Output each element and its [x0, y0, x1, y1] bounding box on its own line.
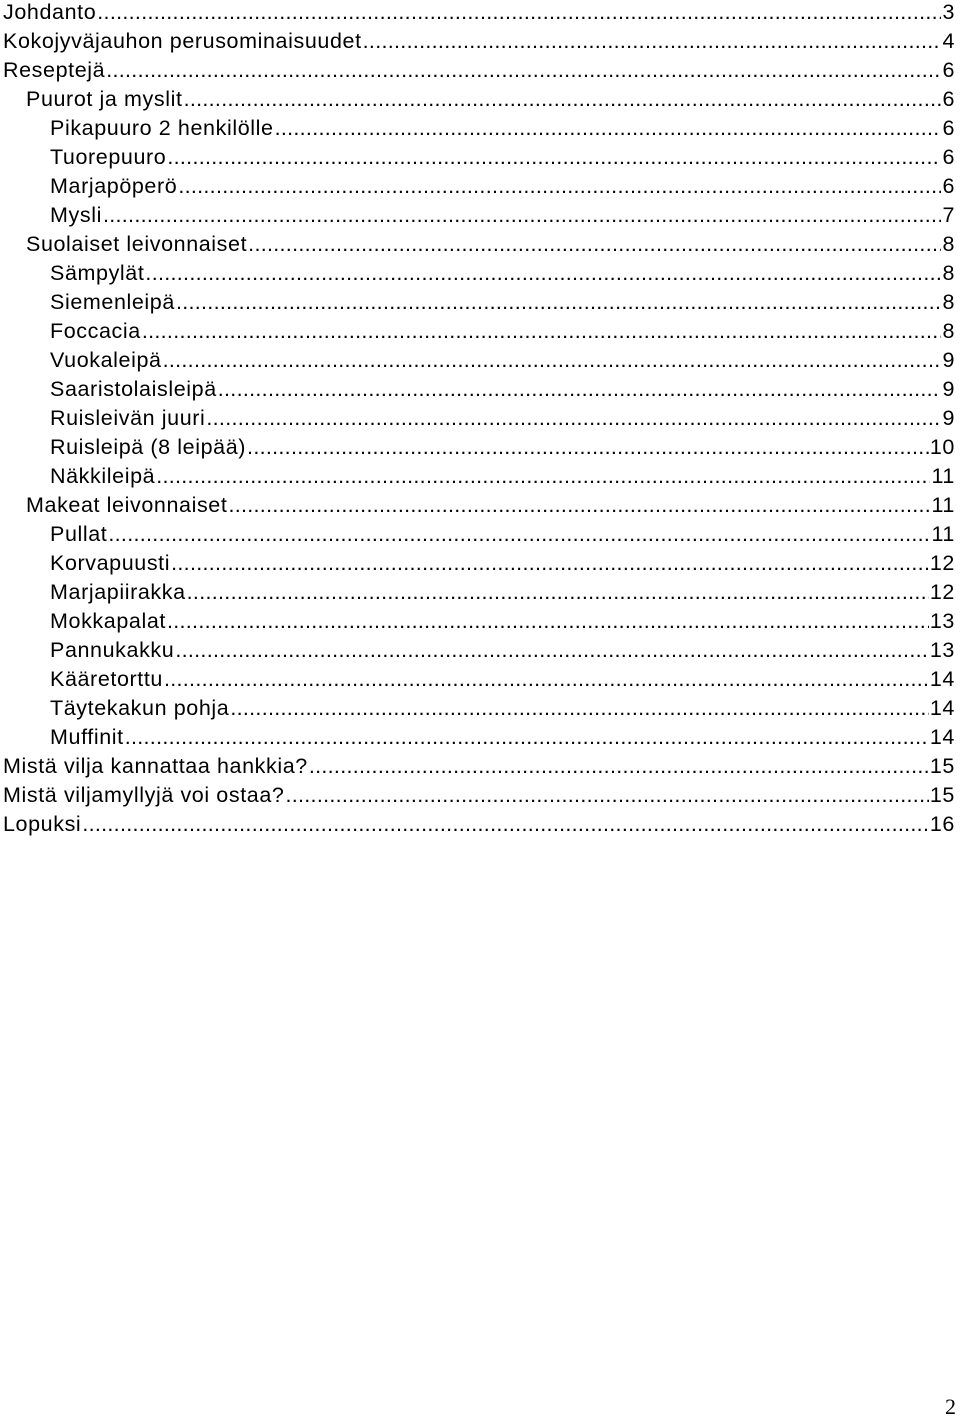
toc-entry-page: 15	[929, 754, 955, 778]
toc-entry[interactable]	[3, 116, 955, 145]
toc-entry[interactable]	[3, 725, 955, 754]
toc-entry-title: Suolaiset leivonnaiset	[26, 232, 248, 256]
toc-entry[interactable]	[3, 551, 955, 580]
toc-entry[interactable]	[3, 261, 955, 290]
toc-dot-leader	[175, 638, 929, 662]
toc-entry[interactable]	[3, 174, 955, 203]
toc-entry-title: Pannukakku	[50, 638, 175, 662]
toc-entry-page: 6	[942, 174, 955, 198]
toc-entry-page: 6	[942, 145, 955, 169]
toc-dot-leader	[248, 232, 941, 256]
toc-entry[interactable]	[3, 145, 955, 174]
toc-dot-leader	[171, 551, 929, 575]
toc-entry-title: Ruisleivän juuri	[50, 406, 206, 430]
toc-entry[interactable]	[3, 464, 955, 493]
toc-dot-leader	[108, 522, 930, 546]
toc-dot-leader	[285, 783, 928, 807]
toc-dot-leader	[309, 754, 929, 778]
toc-entry-title: Siemenleipä	[50, 290, 175, 314]
toc-dot-leader	[97, 0, 941, 24]
toc-entry[interactable]	[3, 522, 955, 551]
toc-entry[interactable]	[3, 377, 955, 406]
toc-dot-leader	[125, 725, 929, 749]
toc-entry-title: Johdanto	[3, 0, 97, 24]
toc-entry-title: Kääretorttu	[50, 667, 163, 691]
toc-entry-page: 11	[931, 493, 955, 517]
toc-entry-title: Saaristolaisleipä	[50, 377, 217, 401]
toc-entry-title: Ruisleipä (8 leipää)	[50, 435, 247, 459]
toc-entry-page: 14	[929, 725, 955, 749]
toc-entry-title: Foccacia	[50, 319, 141, 343]
toc-entry[interactable]	[3, 435, 955, 464]
toc-entry[interactable]	[3, 203, 955, 232]
toc-entry-title: Makeat leivonnaiset	[26, 493, 228, 517]
toc-entry-page: 9	[942, 406, 955, 430]
toc-entry-page: 10	[929, 435, 955, 459]
toc-dot-leader	[363, 29, 942, 53]
toc-dot-leader	[106, 58, 941, 82]
toc-entry-title: Tuorepuuro	[50, 145, 167, 169]
toc-entry-page: 9	[942, 348, 955, 372]
toc-entry-title: Lopuksi	[3, 812, 82, 836]
toc-entry-page: 12	[929, 551, 955, 575]
toc-entry[interactable]	[3, 609, 955, 638]
toc-entry[interactable]	[3, 232, 955, 261]
toc-entry[interactable]	[3, 580, 955, 609]
toc-dot-leader	[230, 696, 929, 720]
toc-dot-leader	[176, 290, 942, 314]
toc-entry-page: 16	[929, 812, 955, 836]
toc-dot-leader	[145, 261, 941, 285]
toc-entry[interactable]	[3, 406, 955, 435]
toc-dot-leader	[163, 348, 942, 372]
toc-entry-page: 7	[942, 203, 955, 227]
toc-entry-page: 8	[942, 232, 955, 256]
toc-dot-leader	[156, 464, 930, 488]
toc-entry[interactable]	[3, 29, 955, 58]
toc-entry-page: 6	[942, 58, 955, 82]
toc-dot-leader	[142, 319, 942, 343]
toc-entry-page: 11	[931, 464, 955, 488]
toc-entry-title: Korvapuusti	[50, 551, 171, 575]
toc-dot-leader	[275, 116, 942, 140]
toc-entry-page: 11	[931, 522, 955, 546]
toc-entry-page: 3	[942, 0, 955, 24]
toc-entry-title: Puurot ja myslit	[26, 87, 183, 111]
toc-entry-title: Mistä vilja kannattaa hankkia?	[3, 754, 308, 778]
toc-entry-title: Pikapuuro 2 henkilölle	[50, 116, 274, 140]
toc-entry[interactable]	[3, 754, 955, 783]
toc-entry-title: Reseptejä	[3, 58, 106, 82]
table-of-contents	[3, 0, 955, 841]
toc-dot-leader	[167, 145, 941, 169]
toc-entry-page: 14	[929, 696, 955, 720]
toc-entry-page: 13	[929, 609, 955, 633]
toc-entry-title: Kokojyväjauhon perusominaisuudet	[3, 29, 362, 53]
toc-dot-leader	[187, 580, 929, 604]
toc-entry[interactable]	[3, 87, 955, 116]
toc-entry[interactable]	[3, 493, 955, 522]
toc-entry[interactable]	[3, 0, 955, 29]
toc-entry-title: Täytekakun pohja	[50, 696, 230, 720]
toc-entry[interactable]	[3, 667, 955, 696]
toc-entry-page: 15	[929, 783, 955, 807]
toc-dot-leader	[206, 406, 941, 430]
toc-entry[interactable]	[3, 58, 955, 87]
toc-dot-leader	[218, 377, 942, 401]
toc-dot-leader	[184, 87, 942, 111]
toc-entry[interactable]	[3, 812, 955, 841]
toc-entry-page: 8	[942, 290, 955, 314]
toc-entry-title: Mokkapalat	[50, 609, 166, 633]
toc-entry-title: Mistä viljamyllyjä voi ostaa?	[3, 783, 285, 807]
toc-entry-page: 12	[929, 580, 955, 604]
toc-entry-title: Vuokaleipä	[50, 348, 162, 372]
toc-entry-page: 13	[929, 638, 955, 662]
toc-entry-title: Marjapiirakka	[50, 580, 186, 604]
toc-entry-title: Muffinit	[50, 725, 124, 749]
toc-dot-leader	[103, 203, 941, 227]
toc-entry[interactable]	[3, 319, 955, 348]
toc-entry-title: Pullat	[50, 522, 108, 546]
toc-entry-page: 4	[942, 29, 955, 53]
toc-entry-title: Mysli	[50, 203, 102, 227]
toc-dot-leader	[228, 493, 930, 517]
toc-entry-page: 8	[942, 319, 955, 343]
toc-entry[interactable]	[3, 348, 955, 377]
toc-entry[interactable]	[3, 290, 955, 319]
toc-entry-page: 8	[942, 261, 955, 285]
toc-entry[interactable]	[3, 638, 955, 667]
toc-entry-title: Näkkileipä	[50, 464, 156, 488]
toc-dot-leader	[167, 609, 929, 633]
toc-entry-page: 14	[929, 667, 955, 691]
toc-entry-page: 6	[942, 116, 955, 140]
toc-entry[interactable]	[3, 696, 955, 725]
toc-entry-title: Marjapöperö	[50, 174, 178, 198]
page-number: 2	[945, 1394, 956, 1419]
toc-dot-leader	[82, 812, 929, 836]
toc-entry-page: 9	[942, 377, 955, 401]
toc-dot-leader	[164, 667, 929, 691]
toc-dot-leader	[247, 435, 929, 459]
toc-entry[interactable]	[3, 783, 955, 812]
toc-dot-leader	[178, 174, 941, 198]
toc-entry-title: Sämpylät	[50, 261, 145, 285]
toc-entry-page: 6	[942, 87, 955, 111]
